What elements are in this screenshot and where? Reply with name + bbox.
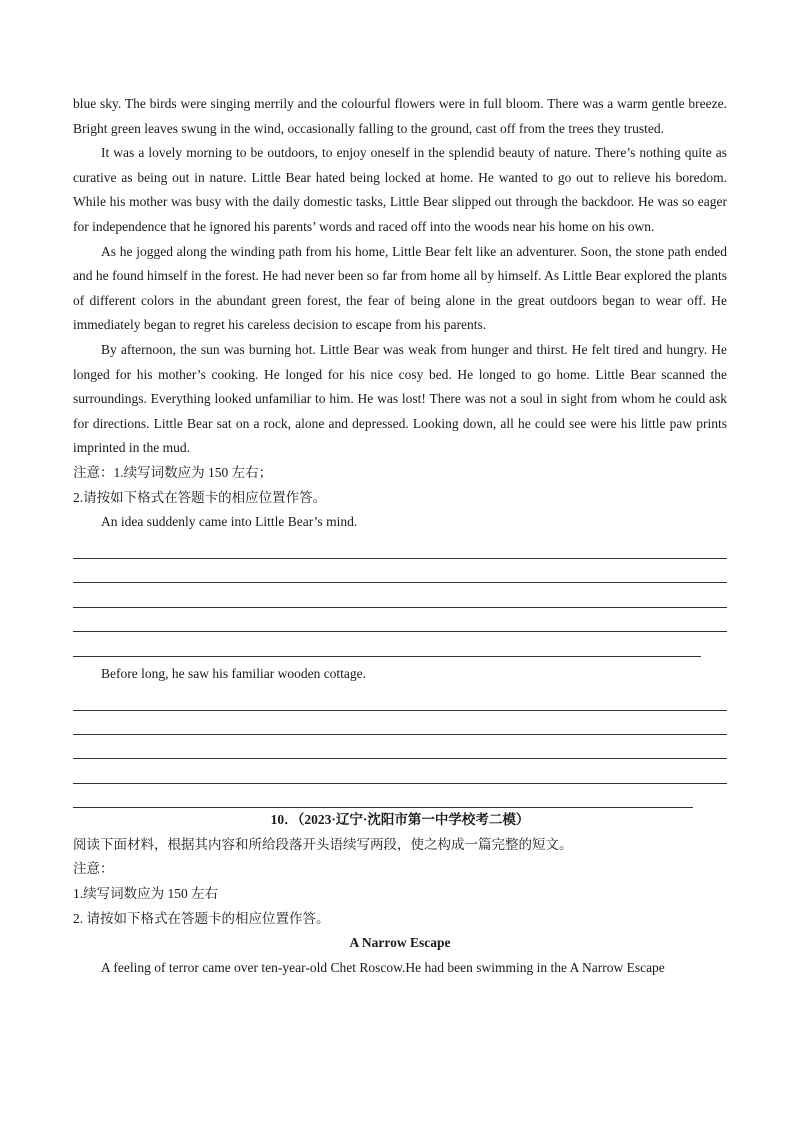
note-word-count: 注意：1.续写词数应为 150 左右； (73, 464, 273, 480)
essay-first-line: A feeling of terror came over ten-year-old Chet Roscow.He had been swimming in the A Narrow Escape (101, 959, 665, 975)
answer-line[interactable] (73, 608, 727, 632)
note-format: 2.请按如下格式在答题卡的相应位置作答。 (73, 489, 327, 505)
answer-line[interactable] (73, 535, 727, 559)
paragraph-starter-2: Before long, he saw his familiar wooden cottage. (101, 665, 367, 681)
story-paragraph-3: As he jogged along the winding path from his home, Little Bear felt like an adventurer. Soon, the stone path ended and he found himself in the forest. He had never been so far from home all by himself. As Little Bear explored the plants of different colors in the abundant green forest, the fear of being alone in the great outdoors began to wear off. He immediately began to regret his careless decision to escape from his parents. (73, 243, 727, 333)
question-10-instruction: 阅读下面材料，根据其内容和所给段落开头语续写两段，使之构成一篇完整的短文。 (73, 836, 573, 852)
question-10-note-2: 2. 请按如下格式在答题卡的相应位置作答。 (73, 910, 330, 926)
answer-line[interactable] (73, 759, 727, 783)
story-paragraph-4: By afternoon, the sun was burning hot. Little Bear was weak from hunger and thirst. He felt tired and hungry. He longed for his mother’s cooking. He longed for his nice cosy bed. He longed to go home. Little Bear scanned the surroundings. Everything looked unfamiliar to him. He was lost! There was not a soul in sight from whom he could ask for directions. Little Bear sat on a rock, alone and depressed. Looking down, all he could see were his little paw prints imprinted in the mud. (73, 341, 727, 456)
essay-title: A Narrow Escape (349, 935, 451, 951)
answer-line[interactable] (73, 559, 727, 583)
question-10-note-1: 1.续写词数应为 150 左右 (73, 885, 219, 901)
answer-lines-2[interactable] (73, 686, 727, 808)
paragraph-starter-1: An idea suddenly came into Little Bear’s mind. (101, 514, 358, 530)
question-10-note-label: 注意： (73, 861, 114, 877)
answer-line[interactable] (73, 711, 727, 735)
answer-line[interactable] (73, 686, 727, 710)
answer-line[interactable] (73, 632, 701, 656)
answer-line[interactable] (73, 583, 727, 607)
question-10-title: 10．（2023·辽宁·沈阳市第一中学校考二模） (270, 812, 530, 828)
story-paragraph-2: It was a lovely morning to be outdoors, to enjoy oneself in the splendid beauty of nature. There’s nothing quite as curative as being out in nature. Little Bear hated being locked at home. He wanted to go out to relieve his boredom. While his mother was busy with the daily domestic tasks, Little Bear slipped out through the backdoor. He was so eager for independence that he ignored his parents’ words and raced off into the woods near his home on his own. (73, 145, 727, 234)
answer-line[interactable] (73, 735, 727, 759)
document-page (73, 92, 727, 980)
answer-line[interactable] (73, 784, 693, 808)
story-paragraph-1: blue sky. The birds were singing merrily and the colourful flowers were in full bloom. There was a warm gentle breeze. Bright green leaves swung in the wind, occasionally falling to the ground, cast off from the trees they trusted. (73, 96, 727, 136)
answer-lines-1[interactable] (73, 535, 727, 657)
